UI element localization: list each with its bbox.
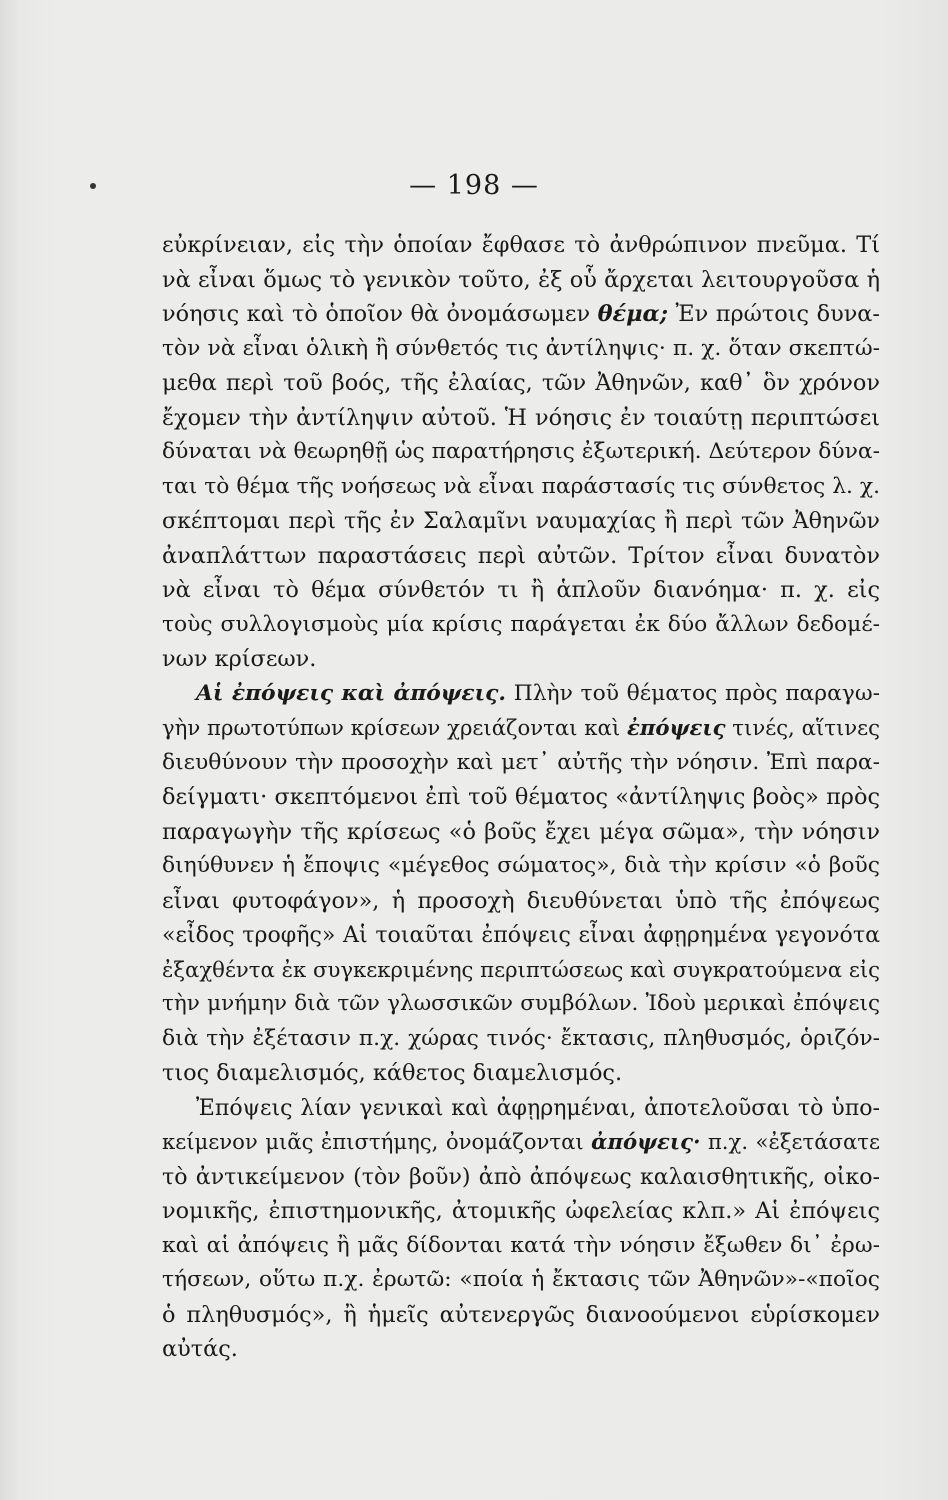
text-line: καὶ αἱ ἀπόψεις ἢ μᾶς δίδονται κατά τὴν νόησιν ἔξωθεν δι᾽ ἐρω- (162, 1232, 880, 1258)
text-line: γὴν πρωτοτύπων κρίσεων χρειάζονται καὶ ἐπόψεις τινές, αἵτινες (162, 715, 880, 740)
text-line: παραγωγὴν τῆς κρίσεως «ὁ βοῦς ἔχει μέγα σῶμα», τὴν νόησιν (162, 818, 880, 845)
text-line: διηύθυνεν ἡ ἔποψις «μέγεθος σώματος», διὰ τὴν κρίσιν «ὁ βοῦς (162, 853, 880, 878)
text-line: τὴν μνήμην διὰ τῶν γλωσσικῶν συμβόλων. Ἰδοὺ μερικαὶ ἐπόψεις (162, 991, 880, 1016)
text-line: διὰ τὴν ἐξέτασιν π.χ. χώρας τινός· ἔκτασις, πληθυσμός, ὁριζόν- (162, 1025, 880, 1051)
text-line: σκέπτομαι περὶ τῆς ἐν Σαλαμῖνι ναυμαχίας ἢ περὶ τῶν Ἀθηνῶν (162, 508, 880, 534)
text-line: νὰ εἶναι ὅμως τὸ γενικὸν τοῦτο, ἐξ οὗ ἄρχεται λειτουργοῦσα ἡ (162, 266, 880, 293)
text-line: ἔχομεν τὴν ἀντίληψιν αὐτοῦ. Ἡ νόησις ἐν τοιαύτῃ περιπτώσει (162, 404, 880, 431)
text-line: δείγματι· σκεπτόμενοι ἐπὶ τοῦ θέματος «ἀντίληψις βοὸς» πρὸς (162, 784, 880, 810)
text-line: νομικῆς, ἐπιστημονικῆς, ἀτομικῆς ὠφελείας κλπ.» Αἱ ἐπόψεις (162, 1198, 880, 1224)
text-line: ἀναπλάττων παραστάσεις περὶ αὐτῶν. Τρίτον εἶναι δυνατὸν (162, 542, 880, 569)
text-line: Ἐπόψεις λίαν γενικαὶ καὶ ἀφῃρημέναι, ἀποτελοῦσαι τὸ ὑπο- (196, 1094, 880, 1121)
body-text (162, 228, 880, 1367)
text-line: τοὺς συλλογισμοὺς μία κρίσις παράγεται ἐκ δύο ἄλλων δεδομέ- (162, 611, 880, 637)
text-line: αὐτάς. (162, 1336, 238, 1362)
section-heading-line: Αἱ ἐπόψεις καὶ ἀπόψεις. Πλὴν τοῦ θέματος πρὸς παραγω- (196, 680, 880, 706)
text-line: δύναται νὰ θεωρηθῇ ὡς παρατήρησις ἐξωτερική. Δεύτερον δύνα- (162, 439, 880, 464)
text-line: τὸ ἀντικείμενον (τὸν βοῦν) ἀπὸ ἀπόψεως καλαισθητικῆς, οἰκο- (162, 1163, 880, 1190)
text-line: τιος διαμελισμός, κάθετος διαμελισμός. (162, 1060, 623, 1086)
section-heading: Αἱ ἐπόψεις καὶ ἀπόψεις. (196, 680, 506, 706)
text-line: νόησις καὶ τὸ ὁποῖον θὰ ὀνομάσωμεν θέμα; Ἐν πρώτοις δυνα- (162, 301, 880, 327)
term-epopseis: ἐπόψεις (626, 715, 726, 740)
text-line: νὰ εἶναι τὸ θέμα σύνθετόν τι ἢ ἁπλοῦν διανόημα· π. χ. εἰς (162, 577, 880, 603)
text-line: εὐκρίνειαν, εἰς τὴν ὁποίαν ἔφθασε τὸ ἀνθρώπινον πνεῦμα. Τί (162, 232, 880, 258)
text-line: νων κρίσεων. (162, 646, 317, 672)
term-thema: θέμα; (597, 301, 669, 327)
term-apopseis: ἀπόψεις· (591, 1129, 701, 1154)
page-number: — 198 — (409, 170, 539, 201)
text-line: διευθύνουν τὴν προσοχὴν καὶ μετ᾽ αὐτῆς τὴν νόησιν. Ἐπὶ παρα- (162, 749, 880, 775)
text-line: τὸν νὰ εἶναι ὁλικὴ ἢ σύνθετός τις ἀντίληψις· π. χ. ὅταν σκεπτώ- (162, 335, 880, 361)
text-line: τήσεων, οὕτω π.χ. ἐρωτῶ: «ποία ἡ ἔκτασις τῶν Ἀθηνῶν»-«ποῖος (162, 1267, 880, 1292)
text-line: ται τὸ θέμα τῆς νοήσεως νὰ εἶναι παράστασίς τις σύνθετος λ. χ. (162, 473, 880, 499)
text-line: ὁ πληθυσμός», ἢ ἡμεῖς αὐτενεργῶς διανοούμενοι εὑρίσκομεν (162, 1301, 880, 1328)
text-line: «εἶδος τροφῆς» Αἱ τοιαῦται ἐπόψεις εἶναι ἀφῃρημένα γεγονότα (162, 922, 880, 948)
text-line: κείμενον μιᾶς ἐπιστήμης, ὀνομάζονται ἀπόψεις· π.χ. «ἐξετάσατε (162, 1129, 880, 1154)
text-line: μεθα περὶ τοῦ βοός, τῆς ἐλαίας, τῶν Ἀθηνῶν, καθ᾽ ὃν χρόνον (162, 370, 880, 396)
text-line: εἶναι φυτοφάγον», ἡ προσοχὴ διευθύνεται ὑπὸ τῆς ἐπόψεως (162, 887, 880, 914)
text-line: ἐξαχθέντα ἐκ συγκεκριμένης περιπτώσεως καὶ συγκρατούμενα εἰς (162, 956, 880, 982)
